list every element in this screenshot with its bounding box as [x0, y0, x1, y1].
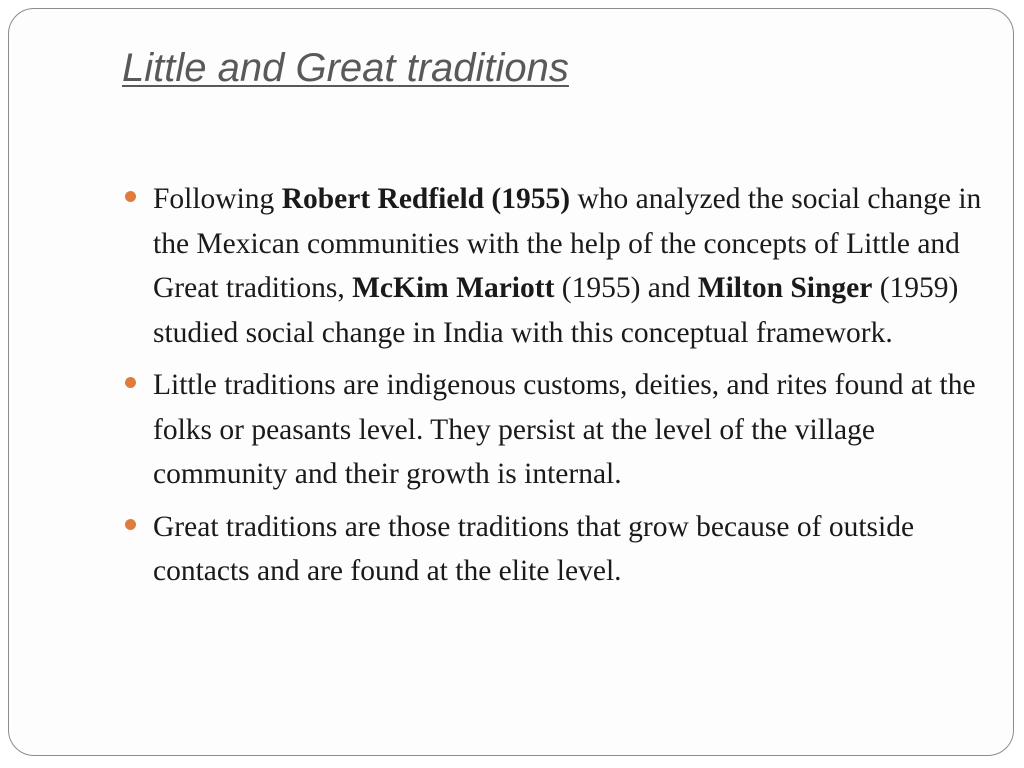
- bullet-dot-icon: [125, 191, 136, 202]
- author-name: McKim Mariott: [352, 272, 555, 304]
- author-name: Robert Redfield (1955): [281, 183, 571, 215]
- bullet-item: [153, 505, 983, 594]
- text-segment: Following: [153, 183, 282, 215]
- slide: [8, 8, 1014, 756]
- bullet-dot-icon: [125, 377, 136, 388]
- slide-title: Little and Great traditions: [122, 46, 569, 90]
- text-segment: who analyzed the social change in the Mexican communities with the help of the concepts of Little and Great traditions,: [153, 183, 982, 304]
- bullet-list: [153, 177, 983, 602]
- bullet-dot-icon: [125, 519, 136, 530]
- text-segment: (1955) and: [554, 272, 698, 304]
- text-segment: Great traditions are those traditions that grow because of outside contacts and are found at the elite level.: [153, 510, 915, 587]
- bullet-item: [153, 177, 983, 355]
- text-segment: Little traditions are indigenous customs, deities, and rites found at the folks or peasants level. They persist at the level of the village community and their growth is internal.: [153, 369, 976, 490]
- text-segment: (1959) studied social change in India with this conceptual framework.: [153, 272, 959, 349]
- bullet-item: [153, 363, 983, 497]
- author-name: Milton Singer: [697, 272, 873, 304]
